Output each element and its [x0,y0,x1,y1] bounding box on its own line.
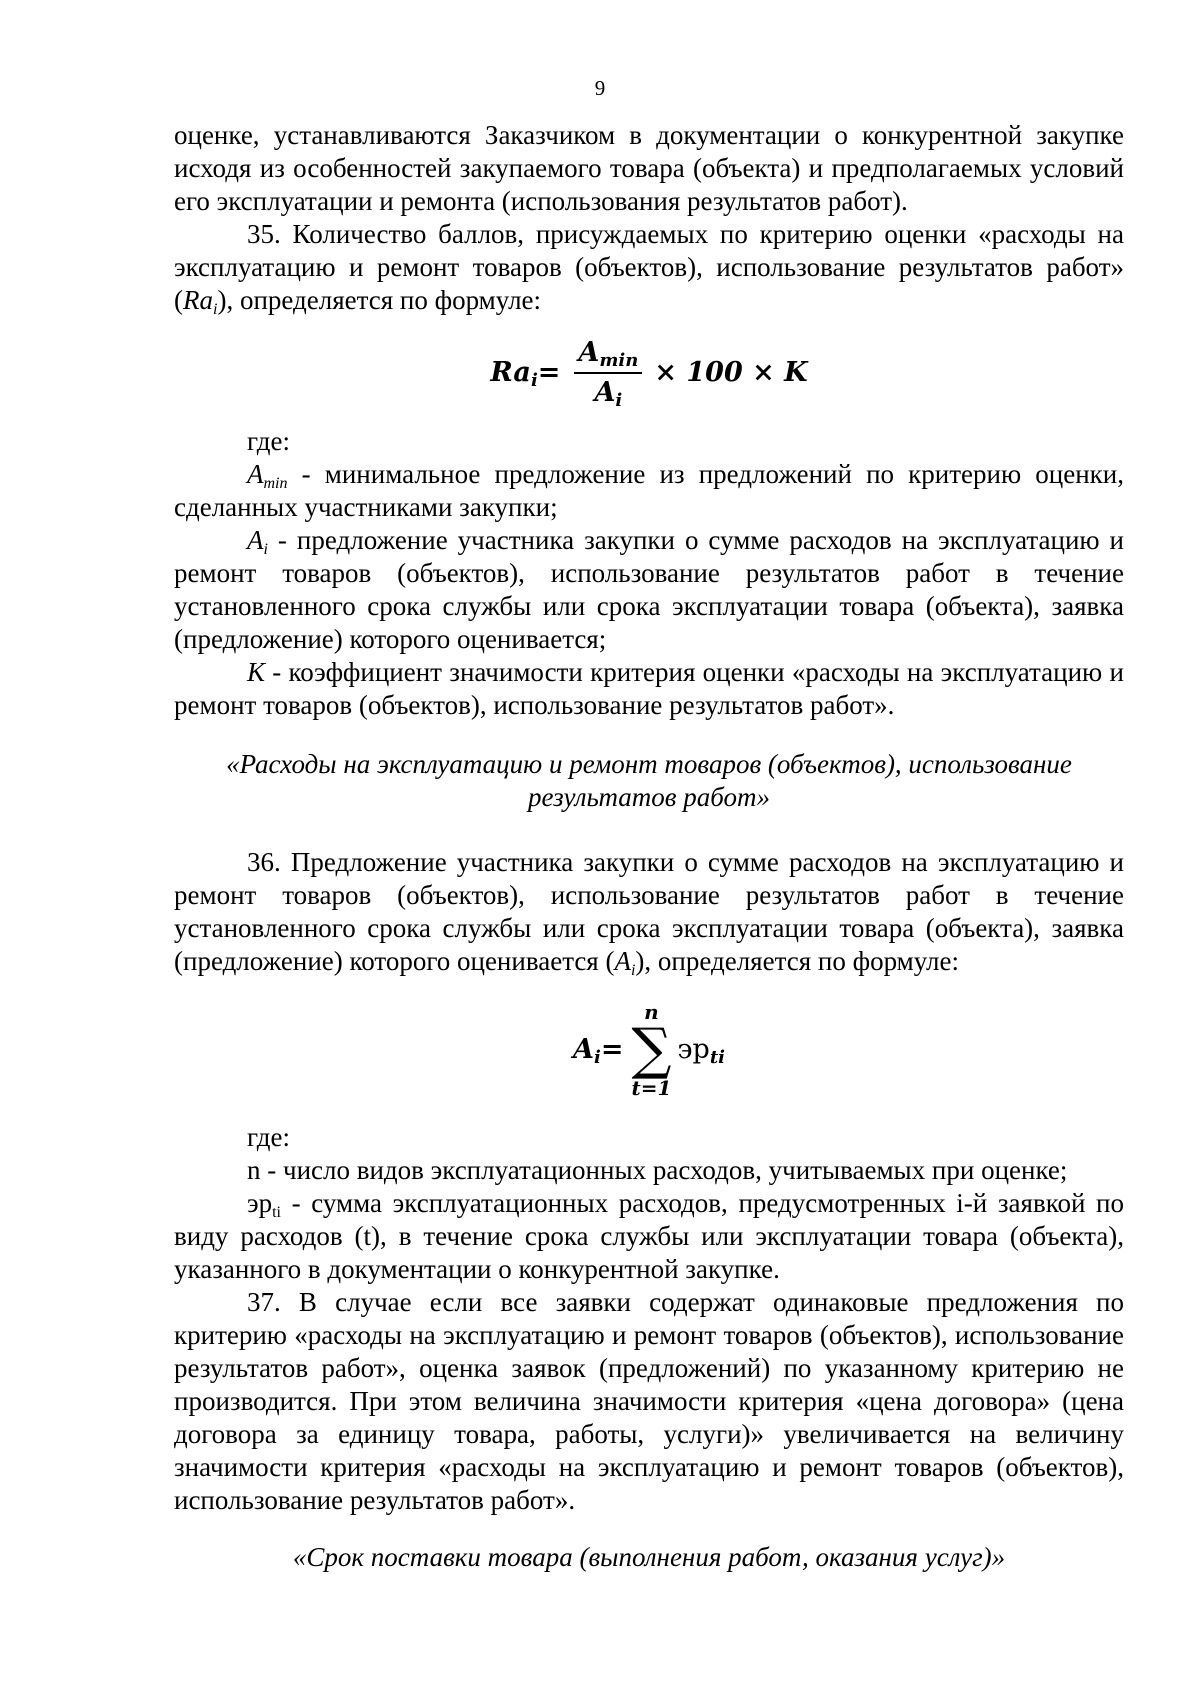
section-heading-delivery: «Срок поставки товара (выполнения работ, оказания услуг)» [292,1542,1006,1572]
sigma-symbol: ∑ [631,1016,672,1082]
page-number: 9 [594,76,606,100]
summation [631,1001,671,1099]
where-label-2: где: [247,1122,290,1152]
definition-amin: $A_{min}$ - минимальное предложение из предложений по критерию оценки, сделанных участниками закупки; [174,459,1124,522]
definition-n: n - число видов эксплуатационных расходов, учитываемых при оценке; [247,1155,1068,1185]
formula-ra: $Ra_i$ = $\frac{A_{min}}{A_i}$ × 100 × K [490,337,808,411]
fraction-denominator: $A_i$ [594,377,623,411]
sum-upper-limit: n [644,999,659,1024]
definition-ai: $A_i$ - предложение участника закупки о сумме расходов на эксплуатацию и ремонт товаров (объектов), использование результатов работ в течение установленного срока службы или срока эксплуатации товара (объекта), заявка (предложение) которого оценивается; [174,525,1124,654]
where-label-1: где: [247,426,290,456]
formula-multiplier: × 100 × K [654,357,808,388]
paragraph-37: 37. В случае если все заявки содержат одинаковые предложения по критерию «расходы на эксплуатацию и ремонт товаров (объектов), использование результатов работ», оценка заявок (предложений) по указанному критерию не производится. При этом величина значимости критерия «цена договора» (цена договора за единицу товара, работы, услуги)» увеличивается на величину значимости критерия «расходы на эксплуатацию и ремонт товаров (объектов), использование результатов работ». [174,1287,1124,1515]
paragraph-35: 35. Количество баллов, присуждаемых по критерию оценки «расходы на эксплуатацию и ремонт товаров (объектов), использование результатов работ» $(Ra_i)$, определяется по формуле: [174,219,1124,318]
formula-lhs: $Ra_i$ [490,357,538,391]
definition-k: К - коэффициент значимости критерия оценки «расходы на эксплуатацию и ремонт товаров (объектов), использование результатов работ». [174,657,1124,720]
fraction-numerator: $A_{min}$ [574,336,642,374]
formula-lhs: $A_i$ [573,1034,601,1068]
sum-lower-limit: t=1 [631,1075,672,1100]
ra-variable: Ra [183,285,213,315]
section-heading-expenses: «Расходы на эксплуатацию и ремонт товаров (объектов), использование результатов работ» [226,749,1072,812]
paragraph-continuation: оценке, устанавливаются Заказчиком в документации о конкурентной закупке исходя из особенностей закупаемого товара (объекта) и предполагаемых условий его эксплуатации и ремонта (использования результатов работ). [174,120,1124,216]
definition-ep: $эр_{ti}$ - сумма эксплуатационных расходов, предусмотренных i-й заявкой по виду расходов (t), в течение срока службы или эксплуатации товара (объекта), указанного в документации о конкурентной закупке. [174,1188,1124,1284]
document-body [174,119,1124,1574]
formula-ai-sum: $A_i$ = n ∑ t=1 $эр_{ti}$ [573,999,725,1100]
sum-term: $эр_{ti}$ [677,1034,725,1068]
formula-fraction [574,336,642,409]
paragraph-36: 36. Предложение участника закупки о сумме расходов на эксплуатацию и ремонт товаров (объектов), использование результатов работ в течение установленного срока службы или срока эксплуатации товара (объекта), заявка (предложение) которого оценивается $(A_i)$, определяется по формуле: [174,847,1124,979]
